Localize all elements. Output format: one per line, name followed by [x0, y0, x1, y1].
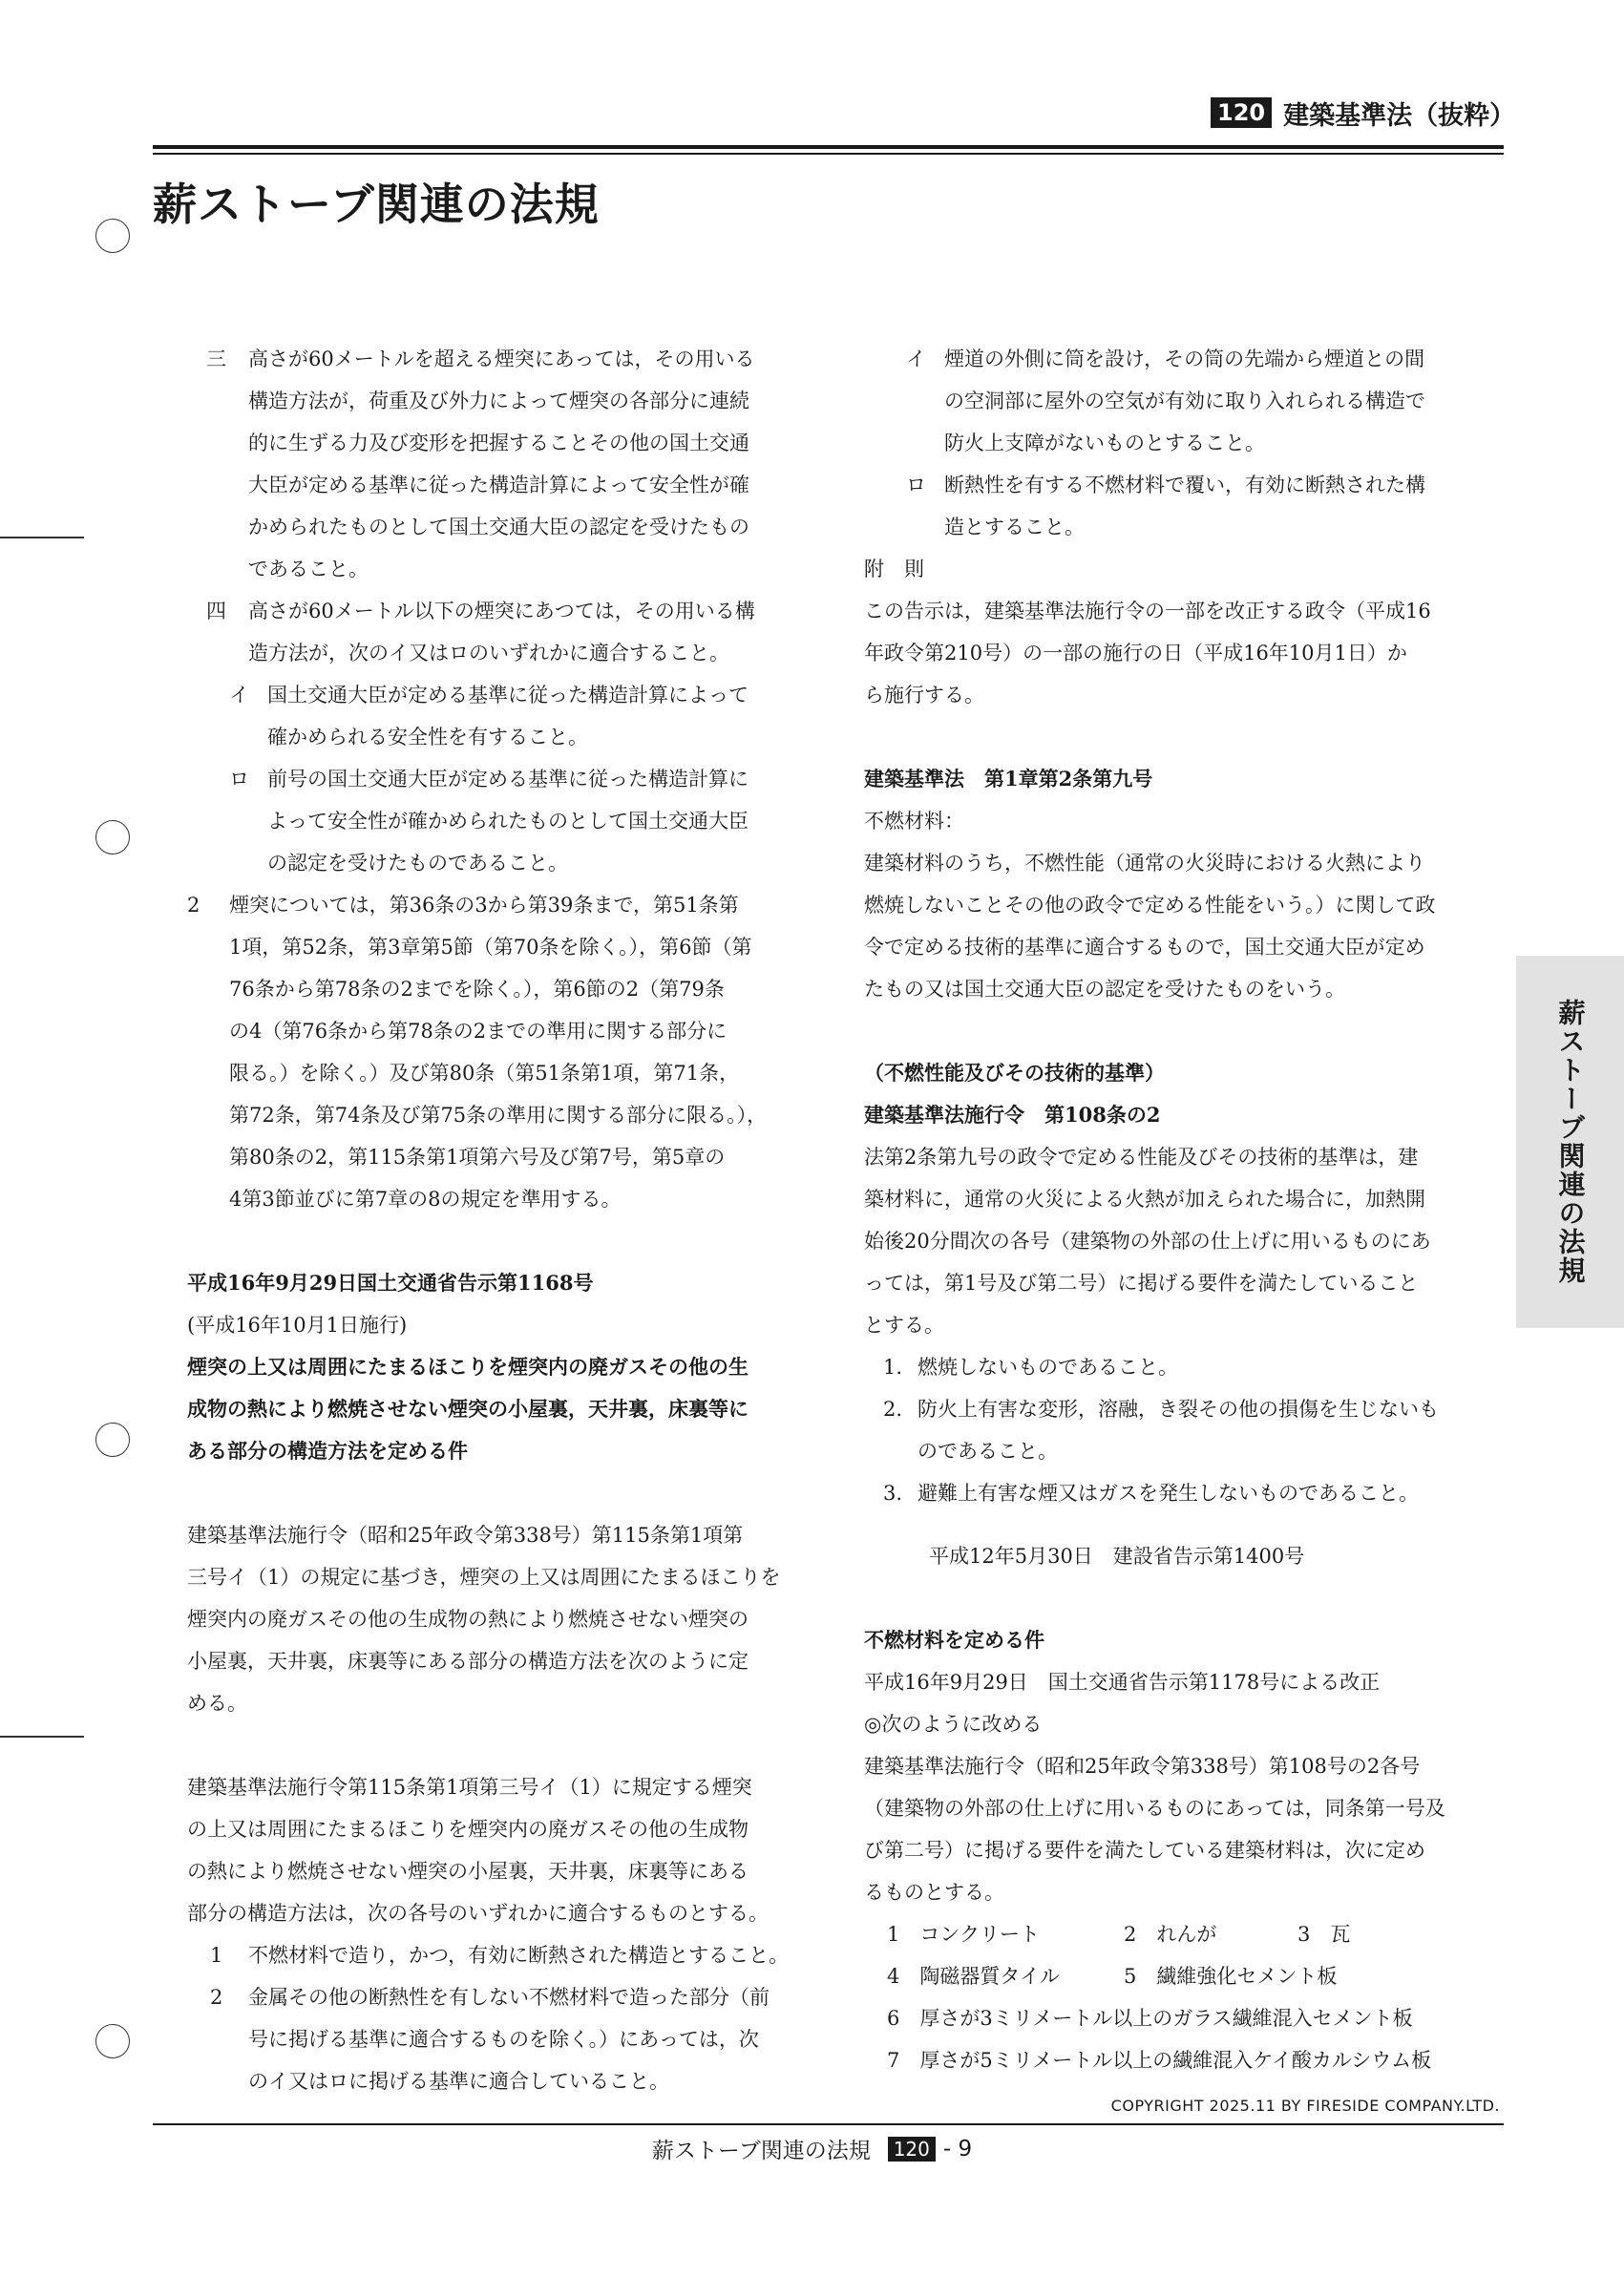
side-index-tab[interactable]: [1516, 956, 1624, 1328]
list-item: イ 国土交通大臣が定める基準に従った構造計算によって 確かめられる安全性を有すること。: [187, 674, 798, 758]
item-text: 不燃材料で造り，かつ，有効に断熱された構造とすること。: [248, 1944, 790, 1967]
item-text: 高さが60メートル以下の煙突にあつては，その用いる構 造方法が，次のイ又はロのいずれかに適合すること。: [248, 600, 755, 664]
materials-list: [864, 1913, 1475, 2081]
supplementary-provisions-heading: 附 則: [864, 558, 924, 580]
item-text: 国土交通大臣が定める基準に従った構造計算によって 確かめられる安全性を有すること。: [267, 684, 749, 749]
law-subtitle: 不燃材料：: [864, 810, 964, 833]
item-text: 避難上有害な煙又はガスを発生しないものであること。: [917, 1482, 1419, 1505]
notice-subject: 煙突の上又は周囲にたまるほこりを煙突内の廃ガスその他の生 成物の熱により燃焼させない煙突の小屋裏，天井裏，床裏等に ある部分の構造方法を定める件: [187, 1356, 749, 1463]
notice-body-paragraph: 建築基準法施行令（昭和25年政令第338号）第115条第1項第 三号イ（1）の規定に基づき，煙突の上又は周囲にたまるほこりを 煙突内の廃ガスその他の生成物の熱により燃焼させない煙突の 小屋裏，天井裏，床裏等にある部分の構造方法を次のように定 める。: [187, 1524, 781, 1715]
section-title: 建築基準法（抜粋）: [1283, 100, 1516, 131]
item-text: 金属その他の断熱性を有しない不燃材料で造った部分（前 号に掲げる基準に適合するものを除く。）にあっては，次 のイ又はロに掲げる基準に適合していること。: [248, 1986, 770, 2093]
item-text: 燃焼しないものであること。: [917, 1356, 1178, 1379]
list-item: 3. 避難上有害な煙又はガスを発生しないものであること。: [864, 1472, 1475, 1514]
law-body: 法第2条第九号の政令で定める性能及びその技術的基準は，建 築材料に，通常の火災による火熱が加えられた場合に，加熱開 始後20分間次の各号（建築物の外部の仕上げに用いるものにあ っては，第1号及び第二号）に掲げる要件を満たしていること とする。: [864, 1146, 1431, 1337]
page-number: - 9: [942, 2136, 973, 2162]
law-body: 建築材料のうち，不燃性能（通常の火災時における火熱により 燃焼しないことその他の政令で定める性能をいう。）に関して政 令で定める技術的基準に適合するもので，国土交通大臣が定め たもの又は国土交通大臣の認定を受けたものをいう。: [864, 852, 1436, 1001]
law-change-note: ◎次のように改める: [864, 1713, 1043, 1736]
list-item: ロ 断熱性を有する不燃材料で覆い，有効に断熱された構 造とすること。: [864, 464, 1475, 548]
list-item: 三 高さが60メートルを超える煙突にあっては，その用いる 構造方法が，荷重及び外力によって煙突の各部分に連続 的に生ずる力及び変形を把握することその他の国土交通 大臣が定める基準に従った構造計算によって安全性が確 かめられたものとして国土交通大臣の認定を受けたもの であること。: [187, 338, 798, 590]
list-item: 2 金属その他の断熱性を有しない不燃材料で造った部分（前 号に掲げる基準に適合するものを除く。）にあっては，次 のイ又はロに掲げる基準に適合していること。: [187, 1976, 798, 2102]
material-item: 2 れんが: [1124, 1923, 1217, 1946]
list-item: 四 高さが60メートル以下の煙突にあつては，その用いる構 造方法が，次のイ又はロのいずれかに適合すること。: [187, 590, 798, 674]
footer-rule: [153, 2123, 1504, 2125]
footer-section-badge: 120: [888, 2137, 936, 2162]
header-section-label: [1211, 92, 1515, 134]
law-body: 建築基準法施行令（昭和25年政令第338号）第108号の2各号 （建築物の外部の仕上げに用いるものにあっては，同条第一号及 び第二号）に掲げる要件を満たしている建築材料は，次に定め るものとする。: [864, 1755, 1445, 1904]
page-footer: [0, 2133, 1624, 2164]
notice-body-paragraph: 建築基準法施行令第115条第1項第三号イ（1）に規定する煙突 の上又は周囲にたまるほこりを煙突内の廃ガスその他の生成物 の熱により燃焼させない煙突の小屋裏，天井裏，床裏等にある 部分の構造方法は，次の各号のいずれかに適合するものとする。: [187, 1776, 769, 1925]
supplementary-provisions-body: この告示は，建築基準法施行令の一部を改正する政令（平成16 年政令第210号）の一部の施行の日（平成16年10月1日）か ら施行する。: [864, 600, 1431, 707]
item-text: 煙道の外側に筒を設け，その筒の先端から煙道との間 の空洞部に屋外の空気が有効に取り入れられる構造で 防火上支障がないものとすること。: [944, 348, 1425, 454]
copyright-notice: COPYRIGHT 2025.11 BY FIRESIDE COMPANY.LTD.: [1110, 2097, 1500, 2115]
law-title: 不燃材料を定める件: [864, 1629, 1044, 1652]
material-item: 7 厚さが5ミリメートル以上の繊維混入ケイ酸カルシウム板: [887, 2049, 1432, 2072]
footer-label: 薪ストーブ関連の法規: [651, 2139, 871, 2163]
item-text: 煙突については，第36条の3から第39条まで，第51条第 1項，第52条，第3章第5節（第70条を除く。），第6節（第 76条から第78条の2までを除く。），第6節の2（第79条 の4（第76条から第78条の2までの準用に関する部分に 限る。）を除く。）及び第80条（第51条第1項，第71条， 第72条，第74条及び第75条の準用に関する部分に限る。）， 第80条の2，第115条第1項第六号及び第7号，第5章の 4第3節並びに第7章の8の規定を準用する。: [229, 894, 768, 1211]
law-heading: （不燃性能及びその技術的基準）: [864, 1062, 1165, 1085]
notice-date: (平成16年10月1日施行): [187, 1314, 408, 1337]
material-item: 4 陶磁器質タイル: [887, 1965, 1060, 1988]
item-text: 前号の国土交通大臣が定める基準に従った構造計算に よって安全性が確かめられたものとして国土交通大臣 の認定を受けたものであること。: [267, 768, 749, 875]
header-rule-thin: [153, 153, 1504, 155]
list-item: イ 煙道の外側に筒を設け，その筒の先端から煙道との間 の空洞部に屋外の空気が有効に取り入れられる構造で 防火上支障がないものとすること。: [864, 338, 1475, 464]
side-tab-label: 薪ストーブ関連の法規: [1554, 999, 1587, 1285]
material-item: 6 厚さが3ミリメートル以上のガラス繊維混入セメント板: [887, 2007, 1413, 2030]
binder-hole-icon: [95, 820, 130, 854]
item-text: 高さが60メートルを超える煙突にあっては，その用いる 構造方法が，荷重及び外力によって煙突の各部分に連続 的に生ずる力及び変形を把握することその他の国土交通 大臣が定める基準に従った構造計算によって安全性が確 かめられたものとして国土交通大臣の認定を受けたもの であること。: [248, 348, 755, 580]
list-item: 1 不燃材料で造り，かつ，有効に断熱された構造とすること。: [187, 1934, 798, 1976]
material-item: 1 コンクリート: [887, 1923, 1040, 1946]
list-item: 2 煙突については，第36条の3から第39条まで，第51条第 1項，第52条，第3章第5節（第70条を除く。），第6節（第 76条から第78条の2までを除く。），第6節の2（第79条 の4（第76条から第78条の2までの準用に関する部分に 限る。）を除く。）及び第80条（第51条第1項，第71条， 第72条，第74条及び第75条の準用に関する部分に限る。）， 第80条の2，第115条第1項第六号及び第7号，第5章の 4第3節並びに第7章の8の規定を準用する。: [187, 884, 798, 1220]
right-column: [864, 338, 1475, 2081]
material-item: 3 瓦: [1297, 1923, 1351, 1946]
list-item: 2. 防火上有害な変形，溶融，き裂その他の損傷を生じないも のであること。: [864, 1388, 1475, 1472]
list-item: ロ 前号の国土交通大臣が定める基準に従った構造計算に よって安全性が確かめられたものとして国土交通大臣 の認定を受けたものであること。: [187, 758, 798, 884]
law-title: 建築基準法 第1章第2条第九号: [864, 767, 1153, 791]
left-column: [187, 338, 798, 2102]
item-text: 防火上有害な変形，溶融，き裂その他の損傷を生じないも のであること。: [917, 1398, 1439, 1463]
header-rule-thick: [153, 145, 1504, 149]
material-item: 5 繊維強化セメント板: [1124, 1965, 1338, 1988]
binder-hole-icon: [95, 1423, 130, 1457]
binder-hole-icon: [95, 219, 130, 253]
law-revision: 平成16年9月29日 国土交通省告示第1178号による改正: [864, 1671, 1381, 1694]
item-text: 断熱性を有する不燃材料で覆い，有効に断熱された構 造とすること。: [944, 474, 1425, 538]
page-title: 薪ストーブ関連の法規: [153, 179, 600, 230]
notice-title: 平成16年9月29日国土交通省告示第1168号: [187, 1271, 594, 1295]
cut-mark: [0, 537, 84, 538]
notice-reference: 平成12年5月30日 建設省告示第1400号: [929, 1545, 1305, 1568]
cut-mark: [0, 1736, 84, 1738]
list-item: 1. 燃焼しないものであること。: [864, 1346, 1475, 1388]
law-title: 建築基準法施行令 第108条の2: [864, 1103, 1161, 1127]
binder-hole-icon: [95, 2024, 130, 2058]
section-number-badge: 120: [1211, 97, 1272, 128]
